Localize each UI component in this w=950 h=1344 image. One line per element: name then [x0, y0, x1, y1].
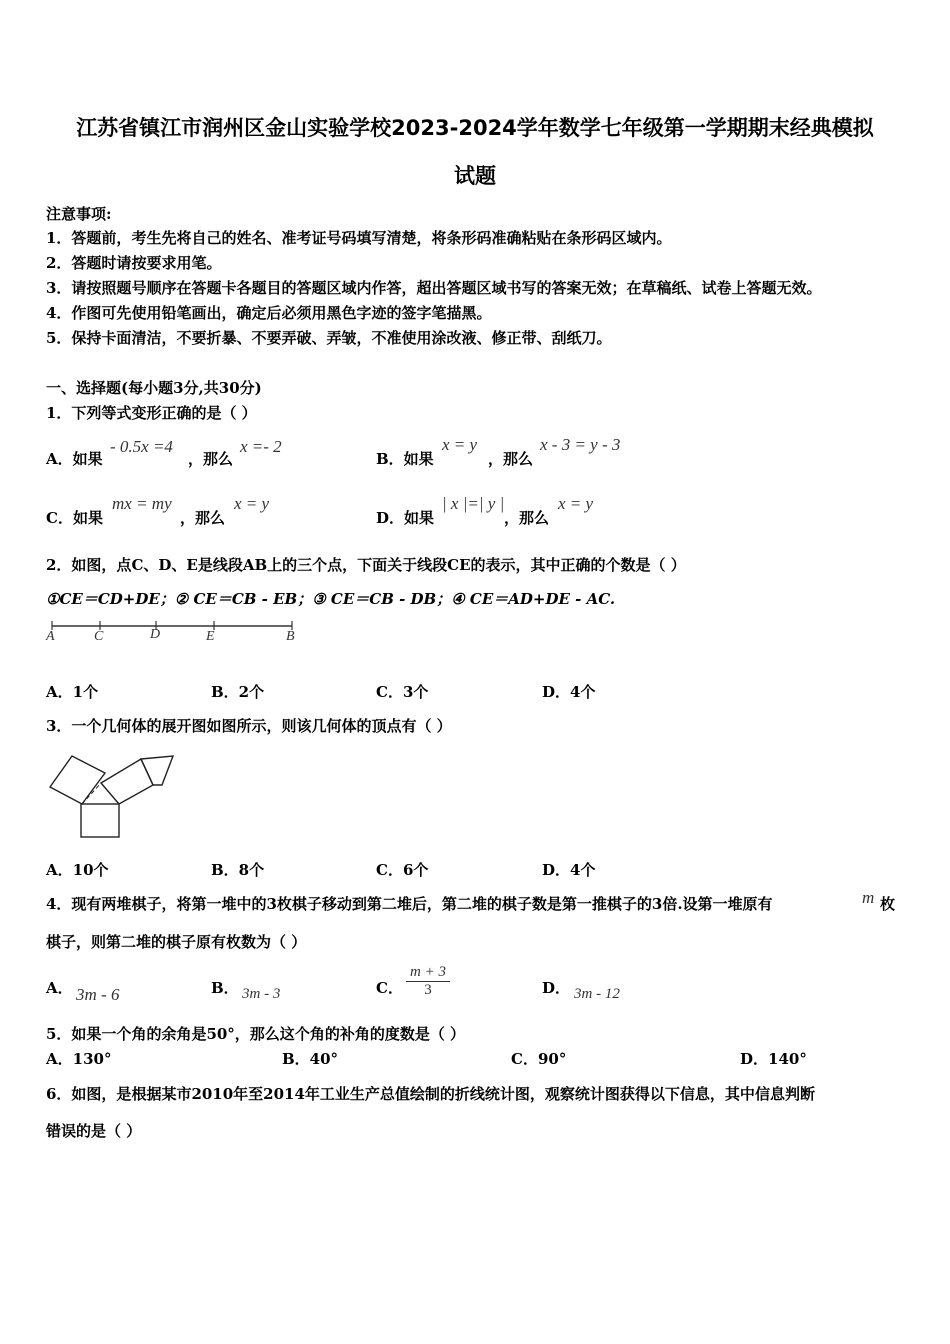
q2-option-c: C．3个: [376, 683, 429, 701]
notice-item: 2．答题时请按要求用笔。: [46, 254, 222, 272]
q4-option-a-label: A．: [46, 979, 73, 997]
q3-option-d: D．4个: [542, 861, 596, 879]
q1-option-c-condition: mx = my: [112, 494, 172, 513]
q1-option-a-condition: - 0.5x =4: [110, 437, 173, 456]
question-4-stem-unit: 枚: [880, 895, 896, 913]
notice-heading: 注意事项:: [46, 205, 112, 223]
question-6-stem-line2: 错误的是（ ）: [46, 1122, 142, 1140]
question-4-stem-line1: 4．现有两堆棋子，将第一堆中的3枚棋子移动到第二堆后，第二堆的棋子数是第一推棋子的3倍.设第一堆原有: [46, 895, 773, 913]
q2-option-d: D．4个: [542, 683, 596, 701]
point-label-a: A: [46, 629, 55, 644]
fraction-numerator: m + 3: [406, 964, 450, 982]
fraction-denominator: 3: [424, 982, 432, 998]
question-2-stem: 2．如图，点C、D、E是线段AB上的三个点，下面关于线段CE的表示，其中正确的个数是（ ）: [46, 556, 686, 574]
q4-option-d-label: D．: [542, 979, 571, 997]
question-6-stem-line1: 6．如图，是根据某市2010年至2014年工业生产总值绘制的折线统计图，观察统计图获得以下信息，其中信息判断: [46, 1085, 815, 1103]
point-label-d: D: [150, 627, 161, 642]
q1-option-c-label: C．如果: [46, 509, 103, 527]
question-1-stem: 1．下列等式变形正确的是（ ）: [46, 404, 257, 422]
question-2-items: ①CE＝CD+DE；② CE＝CB - EB；③ CE＝CB - DB；④ CE＝AD+DE - AC.: [46, 590, 616, 608]
q5-option-a: A．130°: [46, 1050, 112, 1068]
q4-option-a-expr: 3m - 6: [76, 985, 120, 1004]
page-title: 江苏省镇江市润州区金山实验学校2023-2024学年数学七年级第一学期期末经典模拟: [76, 116, 874, 140]
q5-option-c: C．90°: [511, 1050, 567, 1068]
question-3-stem: 3．一个几何体的展开图如图所示，则该几何体的顶点有（ ）: [46, 717, 452, 735]
q3-option-b: B．8个: [211, 861, 265, 879]
q2-option-a: A．1个: [46, 683, 99, 701]
q1-option-c-result: x = y: [234, 494, 270, 513]
q4-option-c-label: C．: [376, 979, 403, 997]
q1-option-d-then: ，那么: [504, 509, 550, 527]
q4-option-b-expr: 3m - 3: [242, 986, 281, 1002]
question-5-stem: 5．如果一个角的余角是50°，那么这个角的补角的度数是（ ）: [46, 1025, 466, 1043]
net-diagram: [44, 750, 179, 842]
notice-item: 3．请按照题号顺序在答题卡各题目的答题区域内作答，超出答题区域书写的答案无效；在草稿纸、试卷上答题无效。: [46, 279, 822, 297]
question-4-stem-line2: 棋子，则第二堆的棋子原有枚数为（ ）: [46, 933, 307, 951]
notice-item: 1．答题前，考生先将自己的姓名、准考证号码填写清楚，将条形码准确粘贴在条形码区域内。: [46, 229, 672, 247]
q1-option-a-result: x =- 2: [240, 437, 282, 456]
q2-option-b: B．2个: [211, 683, 265, 701]
q3-option-c: C．6个: [376, 861, 429, 879]
page-title-continued: 试题: [454, 164, 496, 188]
q1-option-b-label: B．如果: [376, 450, 434, 468]
net-square: [81, 804, 119, 837]
q1-option-d-condition: | x |=| y |: [442, 494, 505, 513]
notice-item: 5．保持卡面清洁，不要折暴、不要弄破、弄皱，不准使用涂改液、修正带、刮纸刀。: [46, 329, 612, 347]
q1-option-a-then: ，那么: [188, 450, 234, 468]
point-label-b: B: [286, 629, 295, 644]
q1-option-a-label: A．如果: [46, 450, 103, 468]
net-face-right: [141, 756, 173, 785]
line-segment-figure: [44, 618, 304, 646]
net-face-left: [50, 756, 105, 804]
q4-option-c-fraction: [406, 964, 450, 999]
q1-option-d-result: x = y: [558, 494, 594, 513]
q1-option-b-condition: x = y: [442, 435, 478, 454]
q4-option-b-label: B．: [211, 979, 239, 997]
point-label-e: E: [206, 629, 215, 644]
point-label-c: C: [94, 629, 104, 644]
q1-option-d-label: D．如果: [376, 509, 435, 527]
notice-item: 4．作图可先使用铅笔画出，确定后必须用黑色字迹的签字笔描黑。: [46, 304, 492, 322]
q1-option-b-result: x - 3 = y - 3: [540, 435, 621, 454]
q5-option-d: D．140°: [740, 1050, 807, 1068]
question-4-variable: m: [862, 888, 875, 907]
q3-option-a: A．10个: [46, 861, 109, 879]
q4-option-d-expr: 3m - 12: [574, 986, 620, 1002]
net-face-middle: [101, 759, 153, 804]
section-heading: 一、选择题(每小题3分,共30分): [46, 379, 262, 397]
q1-option-b-then: ，那么: [488, 450, 534, 468]
q5-option-b: B．40°: [282, 1050, 339, 1068]
q1-option-c-then: ，那么: [180, 509, 226, 527]
